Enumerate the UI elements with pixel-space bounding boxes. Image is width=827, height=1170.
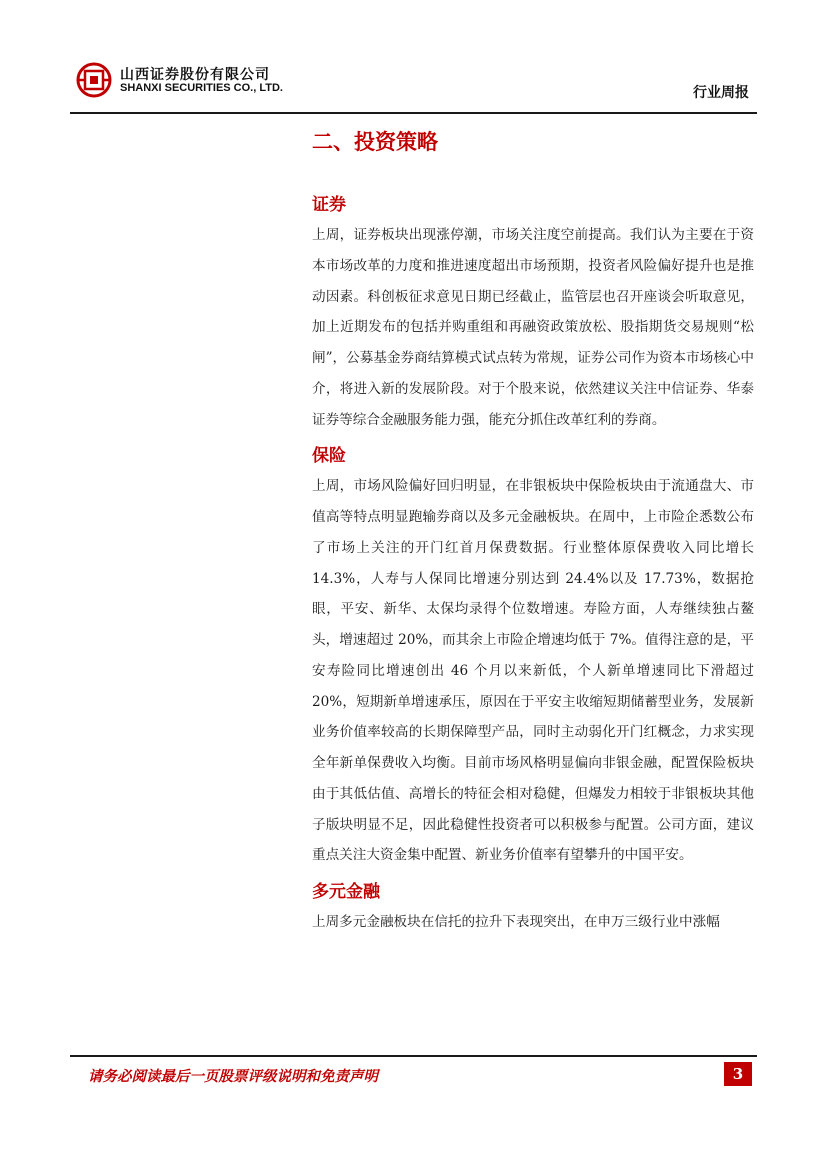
footer-divider [70, 1055, 757, 1057]
company-name-cn: 山西证券股份有限公司 [120, 67, 270, 83]
paragraph-securities: 上周，证券板块出现涨停潮，市场关注度空前提高。我们认为主要在于资本市场改革的力度和推进速度超出市场预期，投资者风险偏好提升也是推动因素。科创板征求意见日期已经截止，监管层也召开座谈会听取意见，加上近期发布的包括并购重组和再融资政策放松、股指期货交易规则“松闸”，公募基金券商结算模式试点转为常规，证券公司作为资本市场核心中介，将进入新的发展阶段。对于个股来说，依然建议关注中信证券、华泰证券等综合金融服务能力强，能充分抓住改革红利的券商。 [312, 227, 754, 428]
subsection-heading-securities: 证券 [312, 195, 346, 215]
section-title: 二、投资策略 [312, 130, 438, 154]
shanxi-securities-logo-icon [76, 62, 112, 102]
subsection-heading-diversified-finance: 多元金融 [312, 882, 380, 902]
footer-disclaimer: 请务必阅读最后一页股票评级说明和免责声明 [88, 1068, 378, 1085]
subsection-heading-insurance: 保险 [312, 446, 346, 467]
paragraph-diversified-finance: 上周多元金融板块在信托的拉升下表现突出，在申万三级行业中涨幅 [312, 914, 720, 930]
page-number: 3 [724, 1062, 752, 1086]
header-divider [70, 112, 757, 114]
document-type-label: 行业周报 [693, 85, 749, 101]
company-name-en: SHANXI SECURITIES CO., LTD. [120, 82, 283, 94]
main-content [312, 124, 754, 938]
paragraph-insurance: 上周，市场风险偏好回归明显，在非银板块中保险板块由于流通盘大、市值高等特点明显跑输券商以及多元金融板块。在周中，上市险企悉数公布了市场上关注的开门红首月保费数据。行业整体原保费收入同比增长 14.3%，人寿与人保同比增速分别达到 24.4%以及 17.73%，数据抢眼，平安、新华、太保均录得个位数增速。寿险方面，人寿继续独占鳌头，增速超过 20%，而其余上市险企增速均低于 7%。值得注意的是，平安寿险同比增速创出 46 个月以来新低，个人新单增速同比下滑超过 20%，短期新单增速承压，原因在于平安主收缩短期储蓄型业务，发展新业务价值率较高的长期保障型产品，同时主动弱化开门红概念，力求实现全年新单保费收入均衡。目前市场风格明显偏向非银金融，配置保险板块由于其低估值、高增长的特征会相对稳健，但爆发力相较于非银板块其他子版块明显不足，因此稳健性投资者可以积极参与配置。公司方面，建议重点关注大资金集中配置、新业务价值率有望攀升的中国平安。 [312, 478, 754, 864]
